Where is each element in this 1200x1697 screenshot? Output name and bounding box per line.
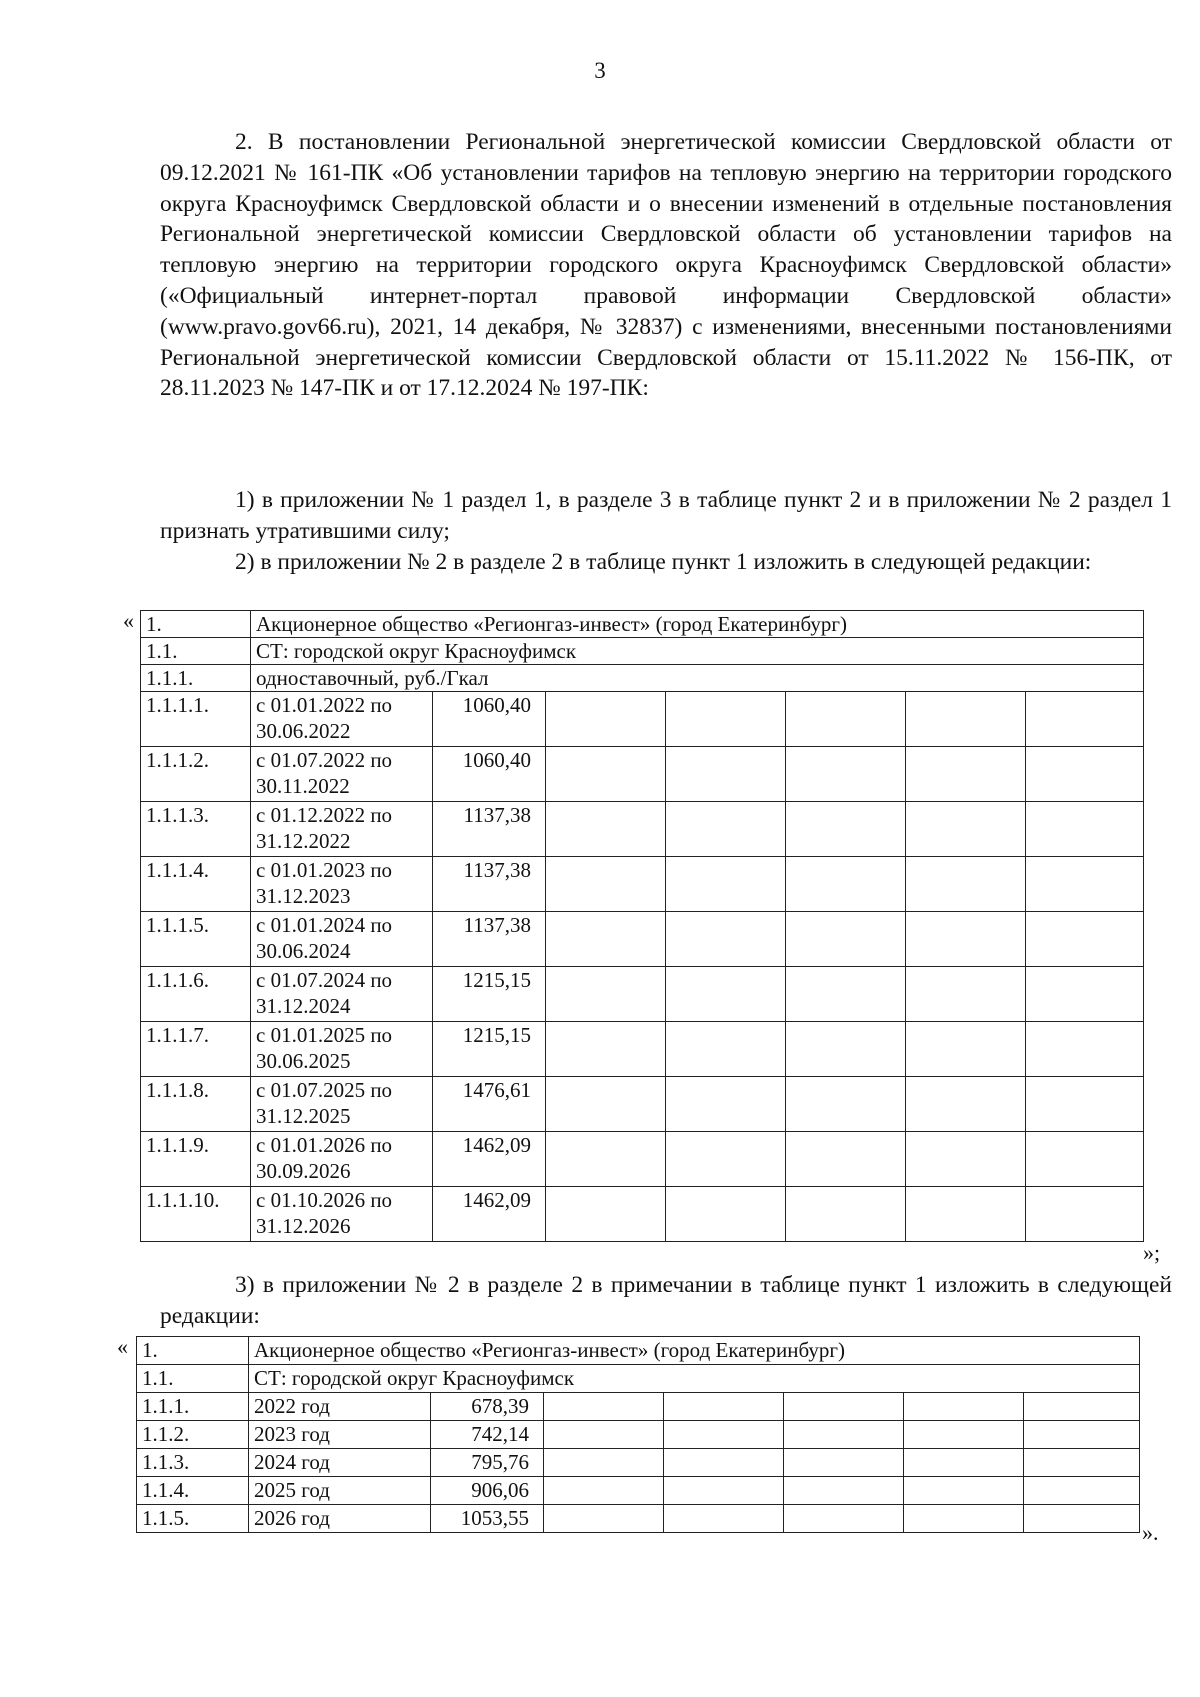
empty-cell [1026,1077,1144,1132]
tariff-value: 1137,38 [433,857,546,912]
table-row [137,1505,1140,1533]
table-row [141,802,1144,857]
empty-cell [786,1187,906,1242]
empty-cell [784,1477,904,1505]
period-cell: с 01.07.2025 по 31.12.2025 [251,1077,433,1132]
table-row-org [141,611,1144,638]
table-row-territory [137,1365,1140,1393]
year-cell: 2025 год [249,1477,431,1505]
table-row [141,692,1144,747]
empty-cell [546,912,666,967]
empty-cell [906,912,1026,967]
row-number: 1.1.1.7. [141,1022,251,1077]
table-row [137,1449,1140,1477]
empty-cell [666,692,786,747]
quote-open-2: « [117,1334,128,1359]
empty-cell [666,802,786,857]
period-cell: с 01.01.2023 по 31.12.2023 [251,857,433,912]
empty-cell [664,1477,784,1505]
empty-cell [906,967,1026,1022]
empty-cell [906,692,1026,747]
empty-cell [544,1393,664,1421]
empty-cell [666,967,786,1022]
empty-cell [1026,1132,1144,1187]
period-cell: с 01.10.2026 по 31.12.2026 [251,1187,433,1242]
empty-cell [546,692,666,747]
territory-name: СТ: городской округ Красноуфимск [251,638,1144,665]
empty-cell [666,912,786,967]
empty-cell [906,1022,1026,1077]
table-row [141,1077,1144,1132]
empty-cell [546,1132,666,1187]
empty-cell [1026,1022,1144,1077]
empty-cell [1026,747,1144,802]
empty-cell [784,1449,904,1477]
empty-cell [784,1505,904,1533]
table-row [141,912,1144,967]
table-row [141,967,1144,1022]
tariff-value: 1215,15 [433,967,546,1022]
note-value: 795,76 [431,1449,544,1477]
org-name: Акционерное общество «Регионгаз-инвест» (город Екатеринбург) [251,611,1144,638]
empty-cell [666,1187,786,1242]
tariff-table [140,610,1144,1242]
row-number: 1.1.1.9. [141,1132,251,1187]
empty-cell [786,912,906,967]
empty-cell [666,1077,786,1132]
tariff-kind-name: одноставочный, руб./Гкал [251,665,1144,692]
quote-open-1: « [123,608,134,633]
tariff-value: 1060,40 [433,692,546,747]
period-cell: с 01.12.2022 по 31.12.2022 [251,802,433,857]
quote-close-1: »; [1143,1240,1161,1265]
table-row [137,1477,1140,1505]
table-row [137,1421,1140,1449]
empty-cell [546,1022,666,1077]
empty-cell [906,747,1026,802]
empty-cell [546,802,666,857]
empty-cell [786,967,906,1022]
empty-cell [904,1505,1024,1533]
empty-cell [904,1421,1024,1449]
period-cell: с 01.07.2024 по 31.12.2024 [251,967,433,1022]
empty-cell [1026,857,1144,912]
empty-cell [904,1477,1024,1505]
period-cell: с 01.07.2022 по 30.11.2022 [251,747,433,802]
item-3: 3) в приложении № 2 в разделе 2 в примечании в таблице пункт 1 изложить в следующей редакции: [160,1272,1172,1329]
table-row-territory [141,638,1144,665]
org-number: 1. [141,611,251,638]
note-value: 742,14 [431,1421,544,1449]
empty-cell [546,747,666,802]
empty-cell [1026,692,1144,747]
empty-cell [544,1477,664,1505]
table-row [137,1393,1140,1421]
empty-cell [544,1505,664,1533]
tariff-value: 1462,09 [433,1132,546,1187]
empty-cell [546,967,666,1022]
empty-cell [904,1393,1024,1421]
empty-cell [906,1077,1026,1132]
table-row [141,1187,1144,1242]
empty-cell [786,1077,906,1132]
period-cell: с 01.01.2022 по 30.06.2022 [251,692,433,747]
empty-cell [786,1132,906,1187]
empty-cell [664,1421,784,1449]
tariff-value: 1215,15 [433,1022,546,1077]
table-row-tariff-kind [141,665,1144,692]
empty-cell [784,1393,904,1421]
empty-cell [1026,912,1144,967]
row-number: 1.1.1.5. [141,912,251,967]
empty-cell [906,1187,1026,1242]
table-row-org [137,1337,1140,1365]
tariff-kind-number: 1.1.1. [141,665,251,692]
empty-cell [1026,967,1144,1022]
row-number: 1.1.4. [137,1477,249,1505]
empty-cell [666,857,786,912]
note-value: 678,39 [431,1393,544,1421]
row-number: 1.1.3. [137,1449,249,1477]
table-row [141,1022,1144,1077]
empty-cell [666,747,786,802]
empty-cell [664,1393,784,1421]
empty-cell [546,857,666,912]
empty-cell [666,1022,786,1077]
table-row [141,747,1144,802]
empty-cell [1024,1449,1140,1477]
row-number: 1.1.1.4. [141,857,251,912]
empty-cell [664,1449,784,1477]
territory-name: СТ: городской округ Красноуфимск [249,1365,1140,1393]
empty-cell [904,1449,1024,1477]
org-number: 1. [137,1337,249,1365]
empty-cell [1026,802,1144,857]
territory-number: 1.1. [137,1365,249,1393]
tariff-value: 1137,38 [433,912,546,967]
period-cell: с 01.01.2026 по 30.09.2026 [251,1132,433,1187]
quote-close-2: ». [1142,1520,1159,1545]
empty-cell [664,1505,784,1533]
empty-cell [1024,1393,1140,1421]
row-number: 1.1.1.10. [141,1187,251,1242]
empty-cell [784,1421,904,1449]
empty-cell [1026,1187,1144,1242]
empty-cell [786,692,906,747]
territory-number: 1.1. [141,638,251,665]
empty-cell [786,1022,906,1077]
empty-cell [906,802,1026,857]
empty-cell [544,1449,664,1477]
row-number: 1.1.2. [137,1421,249,1449]
tariff-value: 1462,09 [433,1187,546,1242]
table-row [141,1132,1144,1187]
year-cell: 2026 год [249,1505,431,1533]
note-value: 1053,55 [431,1505,544,1533]
row-number: 1.1.1.8. [141,1077,251,1132]
empty-cell [666,1132,786,1187]
row-number: 1.1.1.3. [141,802,251,857]
period-cell: с 01.01.2025 по 30.06.2025 [251,1022,433,1077]
tariff-value: 1137,38 [433,802,546,857]
page-number: 3 [594,58,606,83]
year-cell: 2023 год [249,1421,431,1449]
row-number: 1.1.5. [137,1505,249,1533]
empty-cell [786,857,906,912]
empty-cell [544,1421,664,1449]
row-number: 1.1.1.6. [141,967,251,1022]
table-row [141,857,1144,912]
empty-cell [786,802,906,857]
item-1: 1) в приложении № 1 раздел 1, в разделе 3 в таблице пункт 2 и в приложении № 2 раздел 1 признать утратившими силу; [160,487,1172,544]
tariff-value: 1476,61 [433,1077,546,1132]
empty-cell [1024,1421,1140,1449]
empty-cell [546,1187,666,1242]
note-table [136,1336,1140,1533]
empty-cell [546,1077,666,1132]
year-cell: 2024 год [249,1449,431,1477]
empty-cell [1024,1505,1140,1533]
row-number: 1.1.1.2. [141,747,251,802]
item-2: 2) в приложении № 2 в разделе 2 в таблице пункт 1 изложить в следующей редакции: [235,549,1092,575]
paragraph-2: 2. В постановлении Региональной энергетической комиссии Свердловской области от 09.12.2021 № 161-ПК «Об установлении тарифов на тепловую энергию на территории городского округа Красноуфимск Свердловской области и о внесении изменений в отдельные постановления Региональной энергетической комиссии Свердловской области об установлении тарифов на тепловую энергию на территории городского округа Красноуфимск Свердловской области» («Официальный интернет-портал правовой информации Свердловской области» (www.pravo.gov66.ru), 2021, 14 декабря, № 32837) с изменениями, внесенными постановлениями Региональной энергетической комиссии Свердловской области от 15.11.2022 № 156-ПК, от 28.11.2023 № 147-ПК и от 17.12.2024 № 197-ПК: [160,129,1172,402]
org-name: Акционерное общество «Регионгаз-инвест» (город Екатеринбург) [249,1337,1140,1365]
row-number: 1.1.1. [137,1393,249,1421]
empty-cell [906,1132,1026,1187]
empty-cell [786,747,906,802]
note-value: 906,06 [431,1477,544,1505]
empty-cell [906,857,1026,912]
empty-cell [1024,1477,1140,1505]
year-cell: 2022 год [249,1393,431,1421]
row-number: 1.1.1.1. [141,692,251,747]
tariff-value: 1060,40 [433,747,546,802]
period-cell: с 01.01.2024 по 30.06.2024 [251,912,433,967]
